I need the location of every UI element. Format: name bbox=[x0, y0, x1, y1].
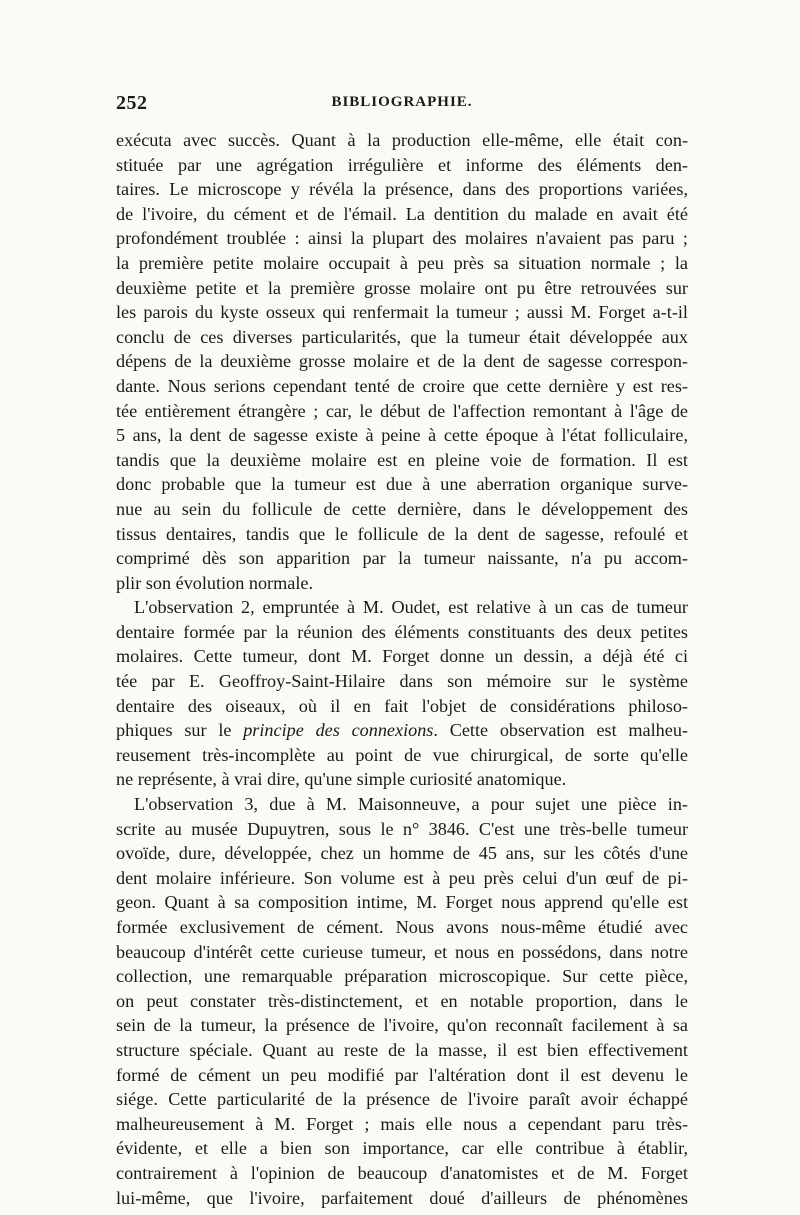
text-line: dentaire des oiseaux, où il en fait l'objet de considérations philoso- bbox=[116, 695, 688, 716]
text-line: stituée par une agrégation irrégulière et informe des éléments den- bbox=[116, 154, 688, 175]
text-line: structure spéciale. Quant au reste de la masse, il est bien effectivement bbox=[116, 1039, 688, 1060]
text-line: exécuta avec succès. Quant à la production elle-même, elle était con- bbox=[116, 130, 688, 150]
text-line: les parois du kyste osseux qui renfermait la tumeur ; aussi M. Forget a-t-il bbox=[116, 302, 688, 323]
text-line: scrite au musée Dupuytren, sous le n° 3846. C'est une très-belle tumeur bbox=[116, 818, 688, 839]
text-line: beaucoup d'intérêt cette curieuse tumeur, et nous en possédons, dans notre bbox=[116, 941, 688, 962]
text-line: dépens de la deuxième grosse molaire et de la dent de sagesse correspon- bbox=[116, 351, 688, 372]
page-header bbox=[116, 92, 688, 122]
text-line: L'observation 2, empruntée à M. Oudet, est relative à un cas de tumeur bbox=[134, 597, 688, 618]
running-head: BIBLIOGRAPHIE. bbox=[331, 94, 473, 110]
text-line: ne représente, à vrai dire, qu'une simple curiosité anatomique. bbox=[116, 769, 567, 790]
text-line: dante. Nous serions cependant tenté de croire que cette dernière y est res- bbox=[116, 375, 688, 396]
text-line bbox=[116, 718, 688, 743]
text-line: tée entièrement étrangère ; car, le début de l'affection remontant à l'âge de bbox=[116, 400, 688, 421]
text-line: malheureusement à M. Forget ; mais elle nous a cependant paru très- bbox=[116, 1113, 688, 1134]
body-text bbox=[116, 128, 688, 1210]
text-line: conclu de ces diverses particularités, que la tumeur était développée aux bbox=[116, 326, 688, 347]
text-line: nue au sein du follicule de cette dernière, dans le développement des bbox=[116, 498, 688, 519]
text-line: 5 ans, la dent de sagesse existe à peine à cette époque à l'état folliculaire, bbox=[116, 425, 688, 446]
text-line: tissus dentaires, tandis que le follicule de la dent de sagesse, refoulé et bbox=[116, 523, 688, 544]
text-line: donc probable que la tumeur est due à une aberration organique surve- bbox=[116, 474, 688, 495]
text-line: deuxième petite et la première grosse molaire ont pu être retrouvées sur bbox=[116, 277, 688, 298]
text-line: sein de la tumeur, la présence de l'ivoire, qu'on reconnaît facilement à sa bbox=[116, 1015, 688, 1036]
text-line: reusement très-incomplète au point de vue chirurgical, de sorte qu'elle bbox=[116, 744, 688, 765]
text-line: comprimé dès son apparition par la tumeur naissante, n'a pu accom- bbox=[116, 548, 688, 569]
text-line: on peut constater très-distinctement, et en notable proportion, dans le bbox=[116, 990, 688, 1011]
text-segment: . Cette observation est malheu- bbox=[433, 720, 688, 741]
text-line: tandis que la deuxième molaire est en pleine voie de formation. Il est bbox=[116, 449, 688, 470]
text-line: profondément troublée : ainsi la plupart des molaires n'avaient pas paru ; bbox=[116, 228, 688, 249]
text-line: tée par E. Geoffroy-Saint-Hilaire dans son mémoire sur le système bbox=[116, 671, 688, 692]
text-segment: phiques sur le bbox=[116, 720, 244, 741]
text-line: plir son évolution normale. bbox=[116, 572, 313, 593]
text-line: dent molaire inférieure. Son volume est à peu près celui d'un œuf de pi- bbox=[116, 867, 688, 888]
text-line: geon. Quant à sa composition intime, M. Forget nous apprend qu'elle est bbox=[116, 892, 688, 913]
text-line: dentaire formée par la réunion des éléments constituants des deux petites bbox=[116, 621, 688, 642]
text-line: L'observation 3, due à M. Maisonneuve, a pour sujet une pièce in- bbox=[134, 794, 688, 815]
page-number: 252 bbox=[116, 92, 148, 114]
text-line: évidente, et elle a bien son importance, car elle contribue à établir, bbox=[116, 1138, 688, 1159]
text-line: taires. Le microscope y révéla la présence, dans des proportions variées, bbox=[116, 179, 688, 200]
text-line: lui-même, que l'ivoire, parfaitement doué d'ailleurs de phénomènes bbox=[116, 1187, 688, 1208]
text-line: formée exclusivement de cément. Nous avons nous-même étudié avec bbox=[116, 917, 688, 937]
text-line: ovoïde, dure, développée, chez un homme de 45 ans, sur les côtés d'une bbox=[116, 843, 688, 864]
text-line: de l'ivoire, du cément et de l'émail. La dentition du malade en avait été bbox=[116, 203, 688, 224]
text-line: collection, une remarquable préparation microscopique. Sur cette pièce, bbox=[116, 966, 688, 987]
text-line: contrairement à l'opinion de beaucoup d'anatomistes et de M. Forget bbox=[116, 1162, 688, 1183]
text-line: la première petite molaire occupait à peu près sa situation normale ; la bbox=[116, 252, 688, 273]
italic-phrase: principe des connexions bbox=[243, 720, 434, 741]
text-line: formé de cément un peu modifié par l'altération dont il est devenu le bbox=[116, 1064, 688, 1085]
text-line: siége. Cette particularité de la présence de l'ivoire paraît avoir échappé bbox=[116, 1089, 688, 1110]
text-line: molaires. Cette tumeur, dont M. Forget donne un dessin, a déjà été ci bbox=[116, 646, 688, 667]
